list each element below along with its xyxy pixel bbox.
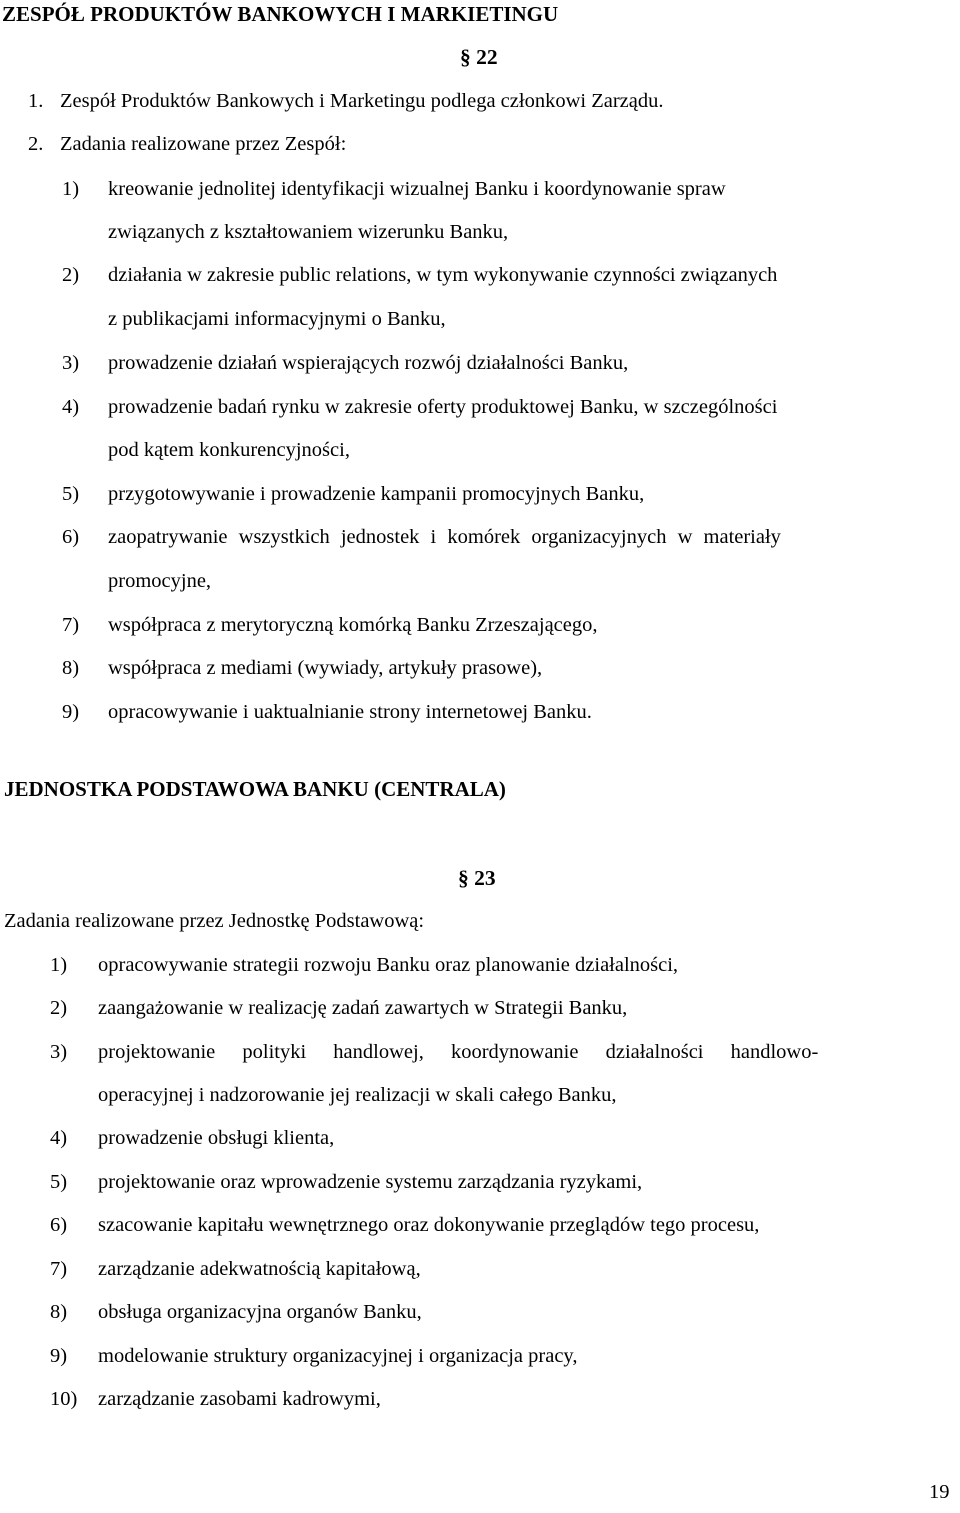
list-item-continuation: pod kątem konkurencyjności,: [108, 439, 350, 461]
list-item-text: zaangażowanie w realizację zadań zawartych w Strategii Banku,: [98, 997, 628, 1019]
list-item-number: 9): [50, 1345, 68, 1367]
list-item-number: 10): [50, 1388, 78, 1410]
list-item-number: 8): [62, 657, 80, 679]
list-item-number: 8): [50, 1301, 68, 1323]
list-item-text: szacowanie kapitału wewnętrznego oraz dokonywanie przeglądów tego procesu,: [98, 1214, 760, 1236]
point-number: 2.: [28, 133, 44, 155]
list-item-text: prowadzenie badań rynku w zakresie oferty produktowej Banku, w szczególności: [108, 396, 778, 418]
list-item-number: 4): [50, 1127, 68, 1149]
list-item-number: 6): [50, 1214, 68, 1236]
paragraph-sign-22: § 22: [460, 45, 498, 69]
list-item-text: obsługa organizacyjna organów Banku,: [98, 1301, 422, 1323]
list-item-number: 3): [62, 352, 80, 374]
list-item-text: działania w zakresie public relations, w tym wykonywanie czynności związanych: [108, 264, 778, 286]
paragraph-sign-23: § 23: [458, 866, 496, 890]
list-item-number: 7): [50, 1258, 68, 1280]
list-item-number: 3): [50, 1041, 68, 1063]
list-item-text: zarządzanie zasobami kadrowymi,: [98, 1388, 381, 1410]
list-item-continuation: związanych z kształtowaniem wizerunku Banku,: [108, 221, 509, 243]
list-item-text: projektowanie oraz wprowadzenie systemu zarządzania ryzykami,: [98, 1171, 643, 1193]
list-item-number: 1): [50, 954, 68, 976]
list-item-number: 4): [62, 396, 80, 418]
point-text: Zadania realizowane przez Zespół:: [60, 133, 347, 155]
list-item-text: prowadzenie działań wspierających rozwój działalności Banku,: [108, 352, 629, 374]
list-item-text: zaopatrywanie wszystkich jednostek i komórek organizacyjnych w materiały: [108, 526, 781, 548]
list-item-number: 2): [62, 264, 80, 286]
list-item-text: przygotowywanie i prowadzenie kampanii promocyjnych Banku,: [108, 483, 645, 505]
list-item-number: 1): [62, 178, 80, 200]
list-item-continuation: promocyjne,: [108, 570, 212, 592]
section-heading-1: ZESPÓŁ PRODUKTÓW BANKOWYCH I MARKIETINGU: [2, 2, 559, 26]
list-item-number: 6): [62, 526, 80, 548]
list-item-number: 9): [62, 701, 80, 723]
list-item-text: prowadzenie obsługi klienta,: [98, 1127, 335, 1149]
list-item-continuation: operacyjnej i nadzorowanie jej realizacji w skali całego Banku,: [98, 1084, 617, 1106]
list-item-number: 5): [62, 483, 80, 505]
list-item-text: opracowywanie strategii rozwoju Banku oraz planowanie działalności,: [98, 954, 679, 976]
list-item-text: projektowanie polityki handlowej, koordynowanie działalności handlowo-: [98, 1041, 819, 1063]
list-item-number: 7): [62, 614, 80, 636]
list-item-text: opracowywanie i uaktualnianie strony internetowej Banku.: [108, 701, 592, 723]
list-item-continuation: z publikacjami informacyjnymi o Banku,: [108, 308, 446, 330]
list-item-text: współpraca z mediami (wywiady, artykuły prasowe),: [108, 657, 543, 679]
point-number: 1.: [28, 90, 44, 112]
list-item-text: zarządzanie adekwatnością kapitałową,: [98, 1258, 421, 1280]
section-intro: Zadania realizowane przez Jednostkę Podstawową:: [4, 910, 425, 932]
list-item-text: modelowanie struktury organizacyjnej i organizacja pracy,: [98, 1345, 578, 1367]
list-item-text: współpraca z merytoryczną komórką Banku Zrzeszającego,: [108, 614, 598, 636]
page-number: 19: [929, 1481, 950, 1503]
list-item-number: 2): [50, 997, 68, 1019]
list-item-number: 5): [50, 1171, 68, 1193]
point-text: Zespół Produktów Bankowych i Marketingu podlega członkowi Zarządu.: [60, 90, 664, 112]
list-item-text: [108, 179, 955, 200]
list-item-line: kreowanie jednolitej identyfikacji wizualnej Banku i koordynowanie spraw: [108, 178, 726, 200]
section-heading-2: JEDNOSTKA PODSTAWOWA BANKU (CENTRALA): [4, 777, 506, 801]
